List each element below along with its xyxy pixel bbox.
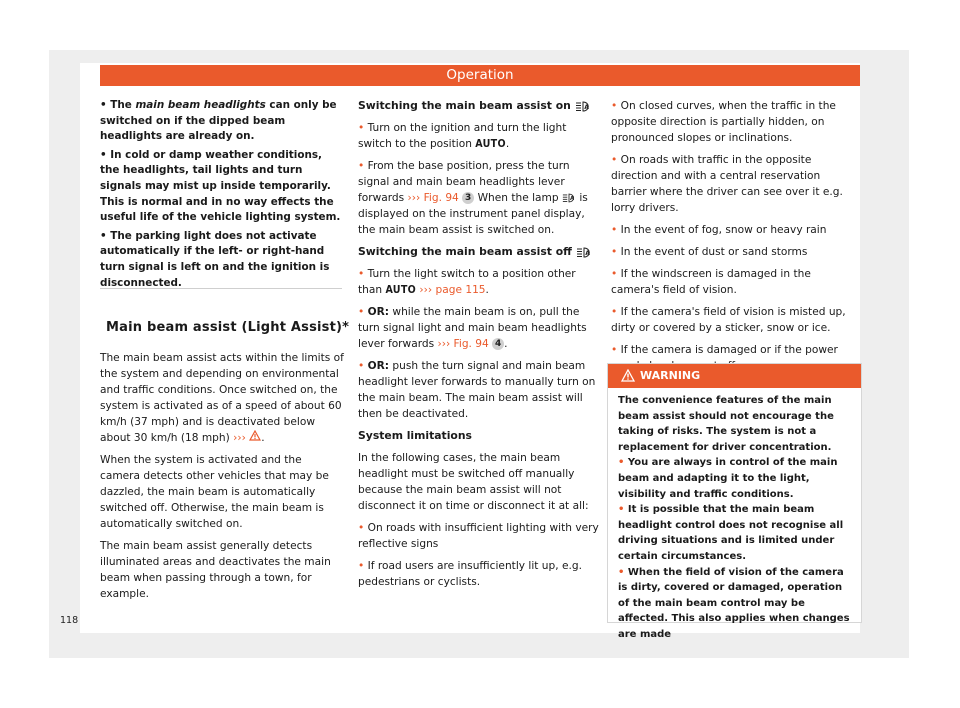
heading-switch-on: Switching the main beam assist on A	[358, 98, 600, 114]
warning-title: WARNING	[640, 369, 701, 382]
fig-94-link[interactable]: ››› Fig. 94	[437, 338, 489, 350]
note-box	[100, 98, 342, 289]
paragraph: The main beam assist acts within the limits of the system and depending on environmental and traffic conditions. Once switched on, the system is activated as of a speed of about 60 km/h (37 mph) and is deactivated below about 30 km/h (18 mph) ››› .	[100, 352, 344, 444]
column-2-body	[358, 98, 600, 596]
column-1-body	[100, 350, 345, 608]
warning-header	[608, 364, 861, 388]
warning-body	[608, 388, 861, 643]
list-item: • On roads with traffic in the opposite direction and with a central reservation barrier where the driver can see over it e.g. lorry drivers.	[611, 154, 843, 214]
list-item: • Turn on the ignition and turn the light switch to the position AUTO.	[358, 122, 567, 150]
list-item: • If the camera's field of vision is misted up, dirty or covered by a sticker, snow or ice.	[611, 306, 846, 334]
warning-item: • When the field of vision of the camera is dirty, covered or damaged, operation of the main beam control may be affected. This also applies when changes are made	[618, 566, 850, 640]
list-item: • OR: push the turn signal and main beam headlight lever forwards to manually turn on the main beam. The main beam assist will then be deactivated.	[358, 360, 596, 420]
paragraph: In the following cases, the main beam headlight must be switched off manually because the main beam assist will not disconnect it on time or disconnect it at all:	[358, 452, 589, 512]
callout-number: 3	[462, 192, 474, 204]
list-item: • From the base position, press the turn signal and main beam headlights lever forwards ››› Fig. 94 3 When the lamp A is displayed on the instrument panel display, the main beam assist is switched on.	[358, 160, 588, 236]
column-3-body	[611, 98, 856, 380]
heading-switch-off: Switching the main beam assist off A	[358, 244, 600, 260]
fig-94-link[interactable]: ››› Fig. 94	[407, 192, 459, 204]
section-title: Main beam assist (Light Assist)*	[106, 320, 350, 335]
list-item: • On closed curves, when the traffic in the opposite direction is partially hidden, on pronounced slopes or inclinations.	[611, 100, 836, 144]
note-item: • The main beam headlights can only be switched on if the dipped beam headlights are already on.	[100, 99, 337, 143]
main-beam-assist-icon	[576, 247, 592, 258]
warning-triangle-icon	[621, 369, 635, 382]
svg-text:A: A	[584, 249, 590, 257]
warning-triangle-icon	[249, 430, 261, 441]
svg-text:A: A	[570, 196, 575, 203]
svg-text:A: A	[583, 103, 589, 111]
note-item: • The parking light does not activate automatically if the left- or right-hand turn signal is left on and the ignition is disconnected.	[100, 229, 330, 289]
paragraph: When the system is activated and the camera detects other vehicles that may be dazzled, the main beam is automatically switched off. Otherwise, the main beam is automatically switched on.	[100, 454, 329, 530]
note-item: • In cold or damp weather conditions, the headlights, tail lights and turn signals may mist up inside temporarily. This is normal and in no way effects the useful life of the vehicle lighting system.	[100, 148, 341, 224]
warning-box	[607, 363, 862, 640]
main-beam-assist-icon	[562, 193, 576, 203]
list-item: • In the event of dust or sand storms	[611, 246, 808, 258]
warning-link[interactable]: ›››	[233, 432, 261, 444]
list-item: • OR: while the main beam is on, pull the turn signal light and main beam headlights lever forwards ››› Fig. 94 4 .	[358, 306, 587, 350]
list-item: • If the camera is damaged or if the power	[611, 344, 838, 356]
warning-item: • It is possible that the main beam headlight control does not recognise all driving situations and is limited under certain circumstances.	[618, 504, 844, 562]
heading-system-limitations: System limitations	[358, 429, 472, 442]
list-item: • If road users are insufficiently lit up, e.g. pedestrians or cyclists.	[358, 560, 582, 588]
callout-number: 4	[492, 338, 504, 350]
list-item: • If the windscreen is damaged in the camera's field of vision.	[611, 268, 811, 296]
page-header: Operation	[100, 65, 860, 86]
list-item: • Turn the light switch to a position other than AUTO ››› page 115.	[358, 268, 576, 296]
list-item: • In the event of fog, snow or heavy rain	[611, 224, 827, 236]
warning-item: • You are always in control of the main beam and adapting it to the light, visibility and traffic conditions.	[618, 457, 838, 500]
warning-intro: The convenience features of the main beam assist should not encourage the taking of risks. The system is not a replacement for driver concentration.	[618, 395, 834, 453]
paragraph: The main beam assist generally detects illuminated areas and deactivates the main beam when passing through a town, for example.	[100, 540, 331, 600]
page-number: 118	[60, 615, 79, 626]
page-115-link[interactable]: ››› page 115	[419, 284, 486, 296]
main-beam-assist-icon	[575, 101, 591, 112]
list-item: • On roads with insufficient lighting with very reflective signs	[358, 522, 599, 550]
